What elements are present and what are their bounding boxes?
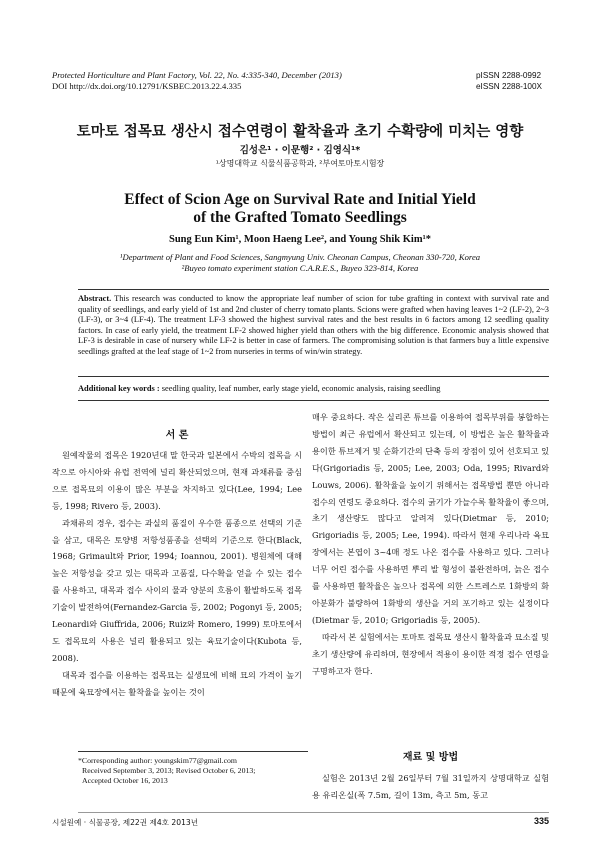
page-number: 335 [533, 816, 549, 826]
introduction-heading: 서 론 [165, 430, 189, 441]
korean-title: 토마토 접목묘 생산시 접수연령이 활착율과 초기 수확량에 미치는 영향 [76, 124, 524, 140]
english-title-line2: of the Grafted Tomato Seedlings [193, 209, 407, 226]
corresponding-author[interactable]: *Corresponding author: youngskim77@gmail.com [78, 756, 237, 765]
english-authors: Sung Eun Kim¹, Moon Haeng Lee², and Young Shik Kim¹* [169, 234, 431, 245]
page-footer-rule [78, 812, 549, 813]
intro-paragraph-3: 대목과 접수를 이용하는 접목묘는 실생묘에 비해 묘의 가격이 높기 때문에 육묘장에서는 활착율을 높이는 것이 [52, 669, 302, 697]
abstract-label: Abstract. [78, 294, 112, 303]
methods-heading: 재료 및 방법 [402, 752, 459, 763]
intro-paragraph-1: 원예작물의 접목은 1920년대 말 한국과 일본에서 수박의 접목을 시작으로 아시아와 유럽 전역에 널리 확산되었으며, 현재 과채류를 중심으로 접목묘의 이용이 많은 부분을 차지하고 있다(Lee, 1994; Lee 등, 1998; Rivero 등, 2003). [52, 450, 302, 511]
korean-affiliations: ¹상명대학교 식물식품공학과, ²부여토마토시험장 [215, 159, 385, 168]
english-title-line1: Effect of Scion Age on Survival Rate and Initial Yield [124, 191, 476, 208]
abstract [78, 294, 549, 358]
eissn: eISSN 2288-100X [476, 82, 542, 91]
english-affiliation-2: ²Buyeo tomato experiment station C.A.R.E.S., Buyeo 323-814, Korea [181, 263, 419, 273]
doi-link[interactable]: DOI http://dx.doi.org/10.12791/KSBEC.2013.22.4.335 [52, 81, 242, 91]
footnote [78, 756, 308, 787]
keywords [78, 384, 549, 395]
methods-body [312, 770, 549, 804]
keywords-bottom-rule [78, 400, 549, 401]
journal-citation: Protected Horticulture and Plant Factory, Vol. 22, No. 4:335-340, December (2013) [52, 70, 342, 80]
pissn: pISSN 2288-0992 [476, 71, 542, 80]
korean-authors: 김성은¹ · 이문행² · 김영식¹* [239, 145, 361, 156]
abstract-bottom-rule [78, 376, 549, 377]
abstract-text: This research was conducted to know the appropriate leaf number of scion for tube grafting in context with survival rate and quality of seedlings, and early yield of 1st and 2nd cluster of cherry tomato plants. Scions were grafted when having leaves 1~2 (LF-2), 2~3 (LF-3), or 3~4 (LF-4). The treatment LF-3 showed the highest survival rates and the best results in 6 factors among 12 seedling quality factors. In case of early yield, the treatment LF-2 showed higher yield than others with the big difference. Economic analysis showed that LF-3 is desirable in case of nursery while LF-2 is better in case of farmers. The compromising solution is that farmers buy a little expensive seedlings grafted at the leaf stage of 1~2 from nurseries in terms of win/win strategy. [78, 294, 549, 356]
right-column-body [312, 409, 549, 680]
left-column-body [52, 447, 302, 701]
keywords-label: Additional key words : [78, 384, 160, 393]
intro-paragraph-2: 과채류의 경우, 접수는 과실의 품질이 우수한 품종으로 선택의 기준을 삼고, 대목은 토양병 저항성품종을 선택의 기준으로 한다(Black, 1968; Grimault와 Prior, 1994; Ioannou, 2001). 병원체에 대해 높은 저항성을 갖고 있는 대목과 고품질, 다수확을 얻을 수 있는 접수를 사용하고, 대목과 접수 사이의 물과 양분의 흐름이 활발하도록 접목기술이 발전하여(Fernandez-Garcia 등, 2002; Pogonyi 등, 2005; Leonardi와 Giuffrida, 2006; Ruiz와 Romero, 1999) 토마토에서도 접목묘의 사용은 널리 활용되고 있는 육묘기술이다(Kubota 등, 2008). [52, 517, 302, 663]
accepted-date: Accepted October 16, 2013 [82, 776, 168, 786]
methods-paragraph-1: 실험은 2013년 2월 26일부터 7월 31일까지 상명대학교 실험용 유리온실(폭 7.5m, 길이 13m, 측고 5m, 동고 [312, 773, 549, 800]
received-dates: Received September 3, 2013; Revised October 6, 2013; [82, 766, 256, 776]
abstract-top-rule [78, 289, 549, 290]
page-footer-journal: 시설원예 · 식물공장, 제22권 제4호 2013년 [52, 818, 199, 827]
keywords-text: seedling quality, leaf number, early stage yield, economic analysis, raising seedling [159, 384, 441, 393]
right-paragraph-2: 따라서 본 실험에서는 토마토 접목묘 생산시 활착율과 묘소질 및 초기 생산량에 유리하며, 현장에서 적용이 용이한 적정 접수 연령을 구명하고자 한다. [312, 631, 549, 676]
footnote-rule [78, 751, 308, 752]
right-paragraph-1: 매우 중요하다. 작은 실리콘 튜브를 이용하여 접목부위를 봉합하는 방법이 최근 유럽에서 확산되고 있는데, 이 방법은 높은 활착율과 용이한 튜브제거 및 순화기간의 단축 등의 장점이 있어 선호되고 있다(Grigoriadis 등, 2005; Lee, 2003; Oda, 1995; Rivard와 Louws, 2006). 활착율을 높이기 위해서는 접목방법 뿐만 아니라 접수의 연령도 중요하다. 접수의 굵기가 가늘수록 활착율이 좋으며, 초기 생산량도 많다고 알려져 있다(Dietmar 등, 2010; Grigoriadis 등, 2005; Lee, 1994). 따라서 현재 우리나라 육묘장에서는 본엽이 3~4매 정도 나온 접수를 사용하고 있다. 그러나 너무 어린 접수를 사용하면 뿌리 발 형성이 불완전하며, 늙은 접수를 사용하면 활착율은 높으나 접목에 의한 스트레스로 1화방의 화아분화가 불량하여 1화방의 생산을 거의 포기하고 있는 실정이다(Dietmar 등, 2010; Grigoriadis 등, 2005). [312, 412, 549, 625]
english-affiliation-1: ¹Department of Plant and Food Sciences, Sangmyung Univ. Cheonan Campus, Cheonan 330-720, Korea [119, 252, 481, 262]
